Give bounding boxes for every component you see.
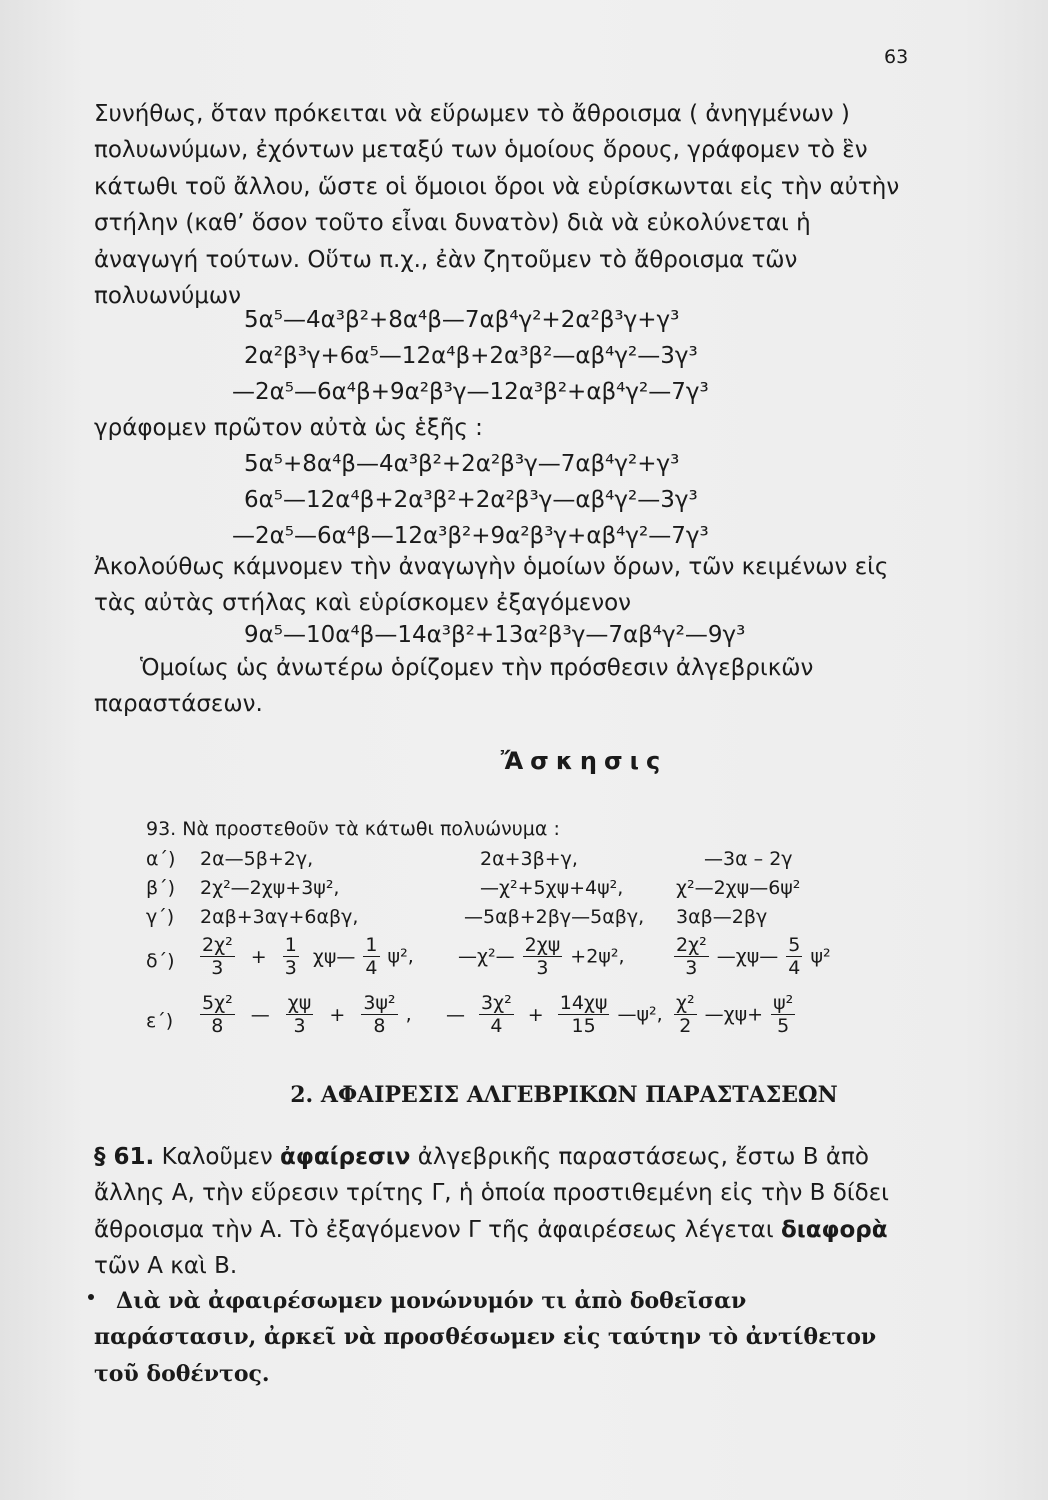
given-polynomial-2: 2α²β³γ+6α⁵—12α⁴β+2α³β²—αβ⁴γ²—3γ³ [244, 343, 698, 369]
row-e-middle-expression: — $\frac{\text{3χ²}}{4}$ + $\frac{14\chi\psi}{15}$ —ψ², [446, 992, 663, 1037]
row-label: δ΄) [146, 950, 175, 972]
row-term-2: 2α+3β+γ, [480, 848, 578, 870]
given-polynomial-3: —2α⁵—6α⁴β+9α²β³γ—12α³β²+αβ⁴γ²—7γ³ [232, 379, 709, 405]
intro-paragraph: Συνήθως, ὅταν πρόκειται νὰ εὕρωμεν τὸ ἄθροισμα ( ἀνηγμένων ) πολυωνύμων, ἐχόντων μεταξύ των ὁμοίους ὅρους, γράφομεν τὸ ἓν κάτωθι τοῦ ἄλλου, ὥστε οἱ ὅμοιοι ὅροι νὰ εὑρίσκωνται εἰς τὴν αὐτὴν στήλην (καθ’ ὅσον τοῦτο εἶναι δυνατὸν) διὰ νὰ εὐκολύνεται ἡ ἀναγωγή τούτων. Οὕτω π.χ., ἐὰν ζητοῦμεν τὸ ἄθροισμα τῶν πολυωνύμων [94, 101, 900, 310]
row-d-right-expression: $\frac{\text{2χ²}}{3}$ —χψ— $\frac{5}{4}$ ψ² [676, 934, 831, 979]
fraction: $\frac{\text{2χ²}}{3}$ [676, 934, 707, 979]
section-heading: 2. ΑΦΑΙΡΕΣΙΣ ΑΛΓΕΒΡΙΚΩΝ ΠΑΡΑΣΤΑΣΕΩΝ [290, 1082, 838, 1108]
definition-paragraph: § 61. Καλοῦμεν ἀφαίρεσιν ἀλγεβρικῆς παραστάσεως, ἔστω Β ἀπὸ ἄλλης Α, τὴν εὕρεσιν τρίτης Γ, ἡ ὁποία προστιθεμένη εἰς τὴν Β δίδει ἄθροισμα τὴν Α. Τὸ ἐξαγόμενον Γ τῆς ἀφαιρέσεως λέγεται διαφορὰ τῶν Α καὶ Β. [94, 1144, 889, 1280]
fraction: $\frac{\text{χ²}}{2}$ [676, 992, 695, 1037]
row-term-3: —3α – 2γ [704, 848, 793, 870]
fraction: $\frac{\text{3ψ²}}{8}$ [363, 992, 396, 1037]
row-label: γ΄) [146, 906, 175, 928]
fraction: $\frac{\chi\psi}{3}$ [287, 992, 312, 1037]
fraction: $\frac{\text{3χ²}}{4}$ [481, 992, 512, 1037]
section-mark: § 61. [94, 1144, 155, 1170]
row-term-1: 2α—5β+2γ, [200, 848, 314, 870]
row-term-1: 2αβ+3αγ+6αβγ, [200, 906, 359, 928]
term-subtraction: ἀφαίρεσιν [280, 1144, 411, 1170]
write-first-text: γράφομεν πρῶτον αὐτὰ ὡς ἑξῆς : [94, 415, 483, 441]
row-e-left-expression: $\frac{\text{5χ²}}{8}$ — $\frac{\chi\psi}{3}$ + $\frac{\text{3ψ²}}{8}$ , [202, 992, 412, 1037]
fraction: $\frac{\text{5χ²}}{8}$ [202, 992, 233, 1037]
fraction: $\frac{1}{3}$ [284, 934, 297, 979]
fraction: $\frac{\text{ψ²}}{5}$ [773, 992, 794, 1037]
fraction: $\frac{\text{2χ²}}{3}$ [202, 934, 233, 979]
term-difference: διαφορὰ [780, 1216, 888, 1243]
row-term-3: 3αβ—2βγ [676, 906, 768, 928]
row-label: ε΄) [146, 1010, 174, 1032]
arranged-polynomial-1: 5α⁵+8α⁴β—4α³β²+2α²β³γ—7αβ⁴γ²+γ³ [244, 451, 680, 477]
arranged-polynomial-3: —2α⁵—6α⁴β—12α³β²+9α²β³γ+αβ⁴γ²—7γ³ [232, 523, 709, 549]
arranged-polynomial-2: 6α⁵—12α⁴β+2α³β²+2α²β³γ—αβ⁴γ²—3γ³ [244, 487, 698, 513]
exercise-row-c [0, 906, 1048, 932]
given-polynomial-1: 5α⁵—4α³β²+8α⁴β—7αβ⁴γ²+2α²β³γ+γ³ [244, 307, 680, 333]
row-e-right-expression: $\frac{\text{χ²}}{2}$ —χψ+ $\frac{\text{ψ²}}{5}$ [676, 992, 794, 1037]
similarly-paragraph: Ὁμοίως ὡς ἀνωτέρω ὁρίζομεν τὴν πρόσθεσιν ἀλγεβρικῶν παραστάσεων. [94, 655, 814, 718]
exercises-heading: Ἄσκησις [500, 747, 668, 775]
row-d-middle-expression: —χ²— $\frac{2\chi\psi}{3}$ +2ψ², [458, 934, 625, 979]
exercise-row-b [0, 877, 1048, 903]
exercise-row-a [0, 848, 1048, 874]
page-number: 63 [884, 46, 909, 68]
fraction: $\frac{5}{4}$ [788, 934, 801, 979]
fraction: $\frac{1}{4}$ [365, 934, 378, 979]
row-term-1: 2χ²—2χψ+3ψ², [200, 877, 340, 899]
sum-result: 9α⁵—10α⁴β—14α³β²+13α²β³γ—7αβ⁴γ²—9γ³ [244, 622, 746, 648]
row-term-3: χ²—2χψ—6ψ² [676, 877, 801, 899]
row-term-2: —5αβ+2βγ—5αβγ, [464, 906, 645, 928]
row-d-left-expression: $\frac{\text{2χ²}}{3}$ + $\frac{1}{3}$ χψ— $\frac{1}{4}$ ψ², [202, 934, 414, 979]
reduction-paragraph: Ἀκολούθως κάμνομεν τὴν ἀναγωγὴν ὁμοίων ὅρων, τῶν κειμένων εἰς τὰς αὐτὰς στήλας καὶ εὑρίσκομεν ἐξαγόμενον [94, 554, 889, 617]
exercise-prompt: 93. Νὰ προστεθοῦν τὰ κάτωθι πολυώνυμα : [146, 818, 560, 840]
row-label: β΄) [146, 877, 176, 899]
rule-paragraph: Διὰ νὰ ἀφαιρέσωμεν μονώνυμόν τι ἀπὸ δοθεῖσαν παράστασιν, ἀρκεῖ νὰ προσθέσωμεν εἰς ταύτην τὸ ἀντίθετον τοῦ δοθέντος. [94, 1288, 877, 1387]
exercise-row-e [0, 994, 1048, 1050]
exercise-row-d [0, 936, 1048, 990]
row-label: α΄) [146, 848, 176, 870]
row-term-2: —χ²+5χψ+4ψ², [480, 877, 624, 899]
fraction: $\frac{14\chi\psi}{15}$ [559, 992, 608, 1037]
fraction: $\frac{2\chi\psi}{3}$ [524, 934, 561, 979]
